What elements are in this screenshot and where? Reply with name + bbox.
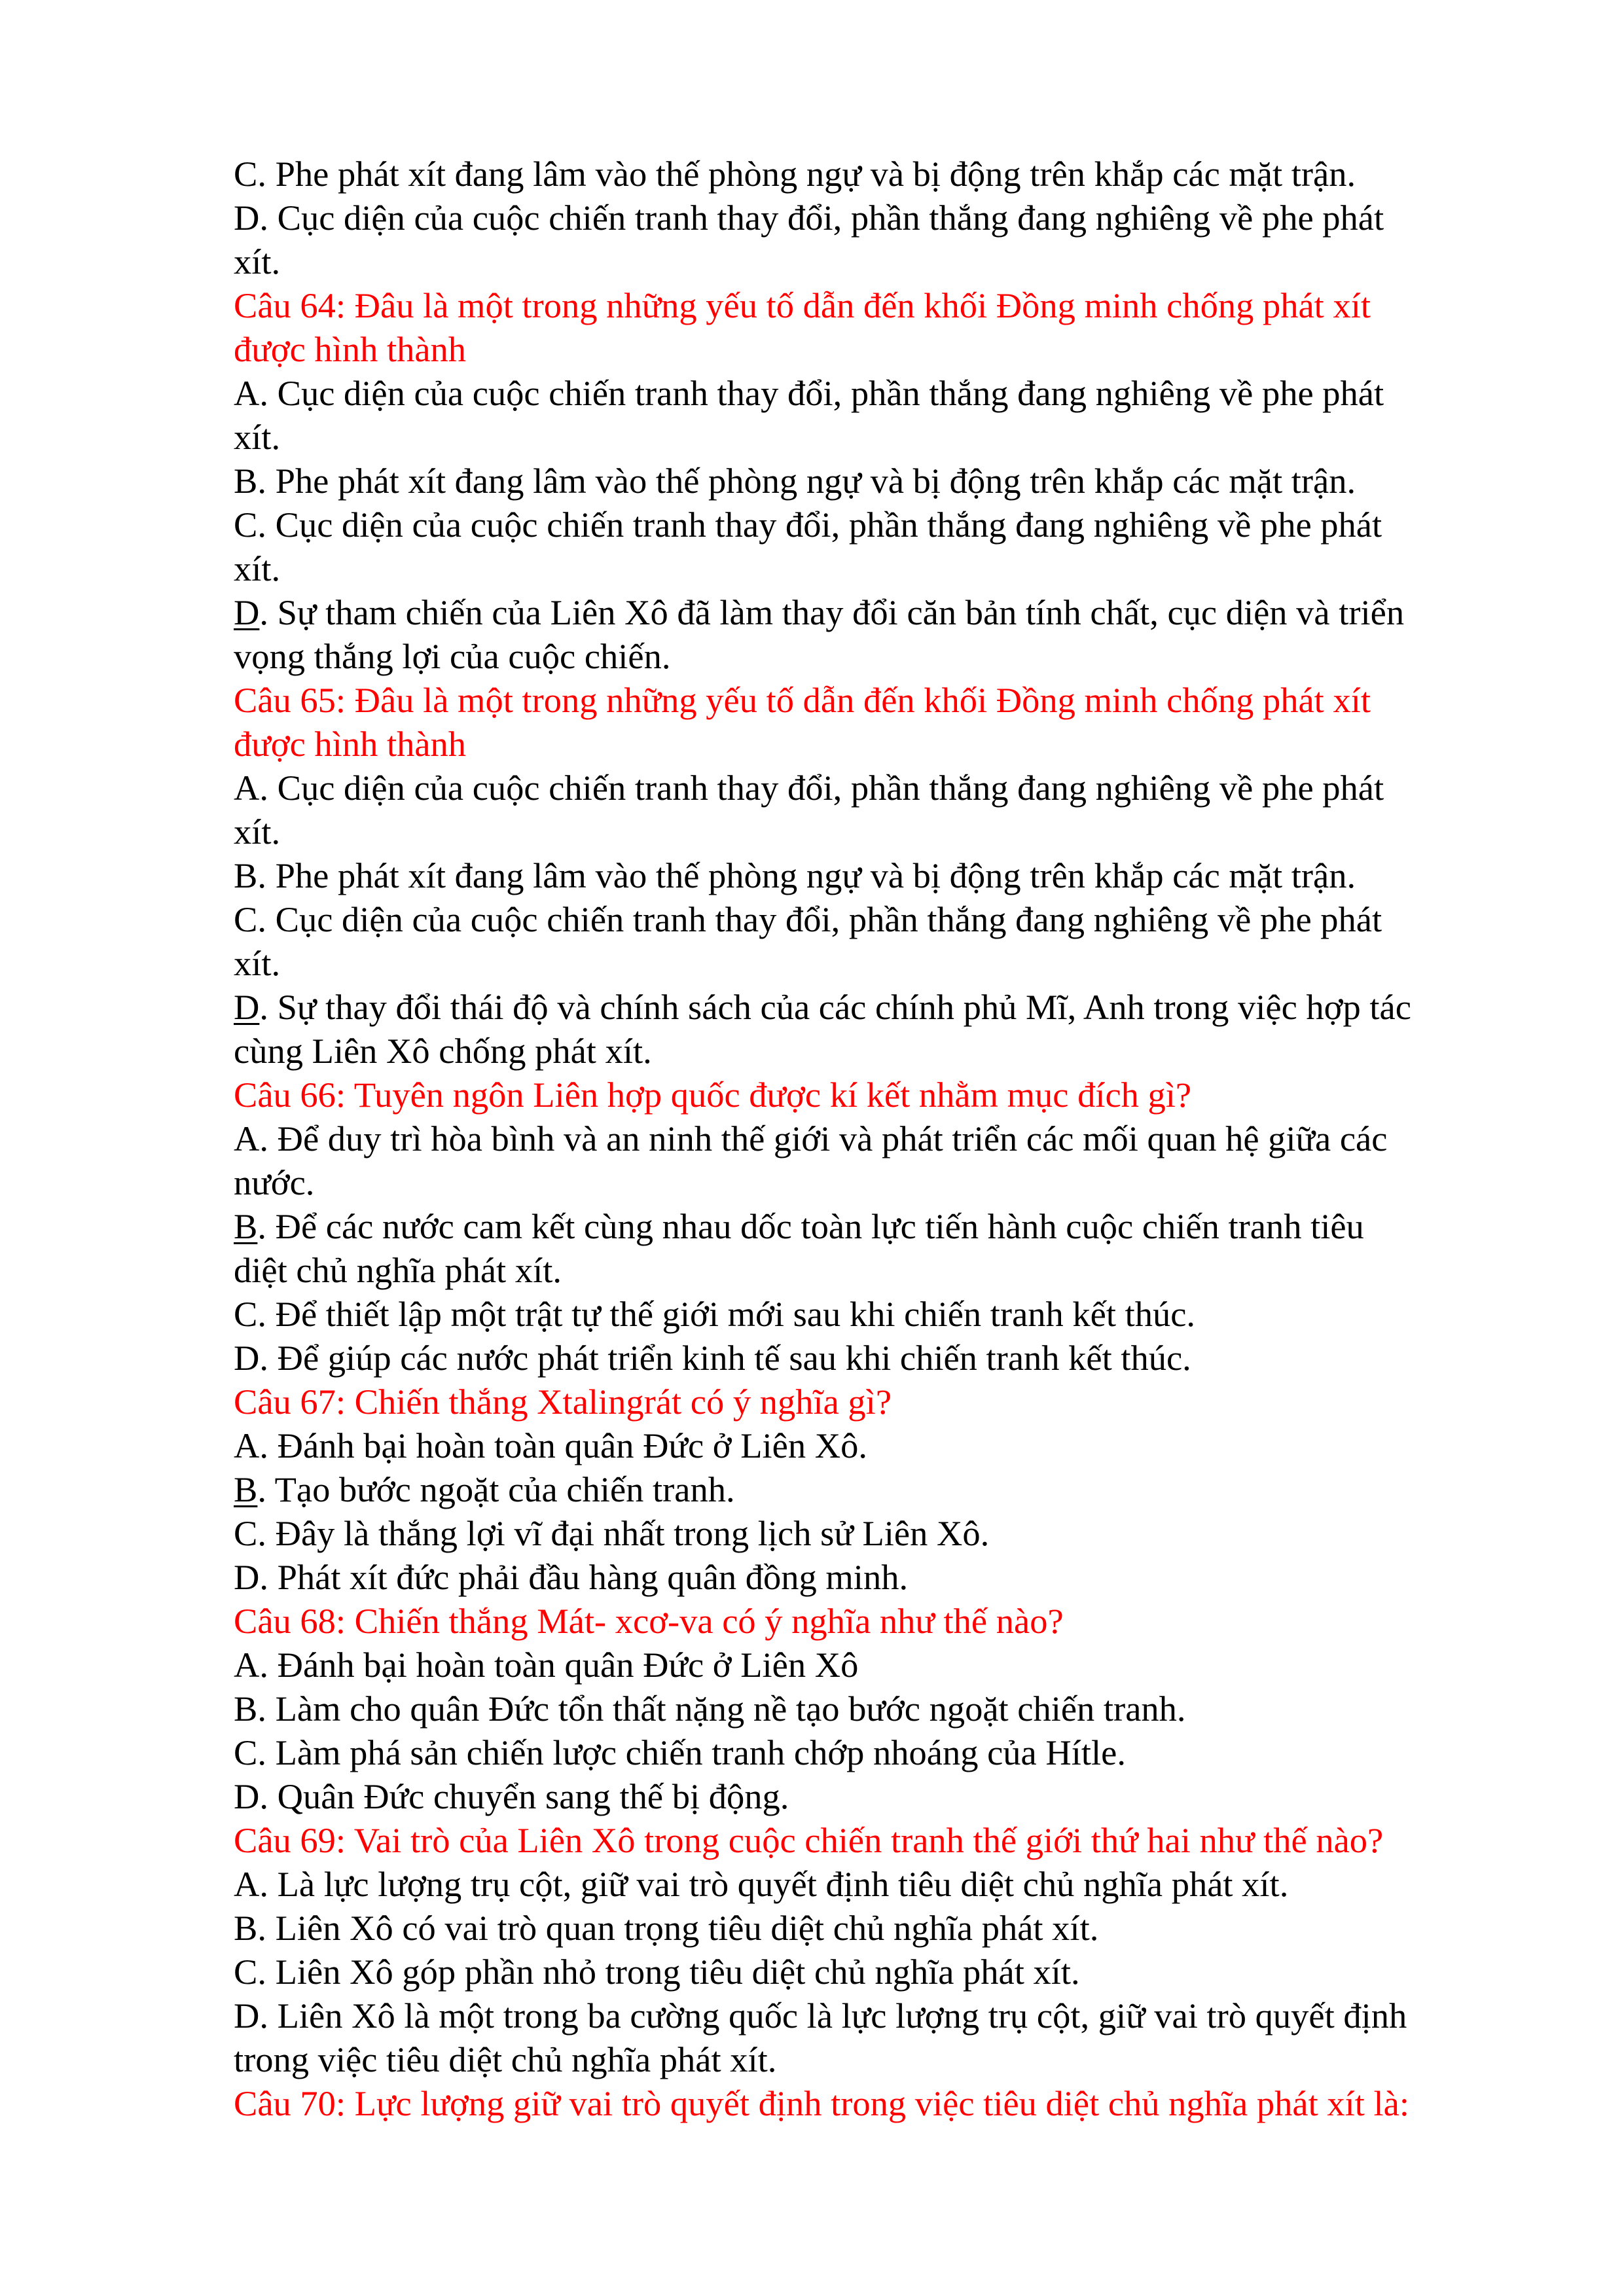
line-text: nước. [234,1162,315,1202]
answer-line [234,810,1517,853]
line-text: C. Để thiết lập một trật tự thế giới mới sau khi chiến tranh kết thúc. [234,1294,1196,1334]
line-text: C. Phe phát xít đang lâm vào thế phòng ngự và bị động trên khắp các mặt trận. [234,154,1356,194]
question-line [234,1599,1517,1643]
answer-line [234,1643,1517,1687]
answer-line [234,634,1517,678]
line-text: A. Để duy trì hòa bình và an ninh thế giới và phát triển các mối quan hệ giữa các [234,1119,1388,1158]
answer-line [234,547,1517,590]
line-text: A. Đánh bại hoàn toàn quân Đức ở Liên Xô. [234,1426,867,1465]
answer-line [234,1424,1517,1467]
question-line [234,327,1517,371]
line-text: cùng Liên Xô chống phát xít. [234,1031,652,1071]
line-text: D. Để giúp các nước phát triển kinh tế sau khi chiến tranh kết thúc. [234,1338,1191,1378]
answer-line [234,1248,1517,1292]
line-text: Câu 64: Đâu là một trong những yếu tố dẫn đến khối Đồng minh chống phát xít [234,285,1371,325]
line-text: A. Cục diện của cuộc chiến tranh thay đổi, phần thắng đang nghiêng về phe phát [234,768,1384,808]
line-text: D. Phát xít đức phải đầu hàng quân đồng minh. [234,1557,909,1597]
answer-line [234,1950,1517,1994]
line-text: Câu 65: Đâu là một trong những yếu tố dẫn đến khối Đồng minh chống phát xít [234,680,1371,720]
line-text: xít. [234,242,281,281]
line-text: Câu 66: Tuyên ngôn Liên hợp quốc được kí kết nhằm mục đích gì? [234,1075,1192,1115]
answer-line [234,1862,1517,1906]
line-text: B. Liên Xô có vai trò quan trọng tiêu diệt chủ nghĩa phát xít. [234,1908,1099,1948]
line-text: . Sự tham chiến của Liên Xô đã làm thay đổi căn bản tính chất, cục diện và triển [259,592,1405,632]
line-text: được hình thành [234,724,467,764]
answer-line [234,1906,1517,1950]
line-text: B. Phe phát xít đang lâm vào thế phòng ngự và bị động trên khắp các mặt trận. [234,855,1356,895]
answer-line [234,1687,1517,1731]
answer-line [234,196,1517,240]
line-text: xít. [234,548,281,588]
answer-line [234,1204,1517,1248]
line-text: A. Cục diện của cuộc chiến tranh thay đổi, phần thắng đang nghiêng về phe phát [234,373,1384,413]
question-line [234,283,1517,327]
answer-line [234,415,1517,459]
answer-line [234,2037,1517,2081]
answer-line [234,1160,1517,1204]
answer-line [234,1336,1517,1380]
line-text: Câu 68: Chiến thắng Mát- xcơ-va có ý nghĩa như thế nào? [234,1601,1064,1641]
question-line [234,722,1517,766]
answer-line [234,590,1517,634]
answer-line [234,1731,1517,1774]
line-text: xít. [234,812,281,852]
line-text: D. Quân Đức chuyển sang thế bị động. [234,1776,789,1816]
line-text: C. Liên Xô góp phần nhỏ trong tiêu diệt chủ nghĩa phát xít. [234,1952,1080,1992]
line-text: D. Liên Xô là một trong ba cường quốc là lực lượng trụ cột, giữ vai trò quyết định [234,1996,1407,2036]
answer-line [234,1511,1517,1555]
line-text: diệt chủ nghĩa phát xít. [234,1250,562,1290]
line-text: C. Làm phá sản chiến lược chiến tranh chớp nhoáng của Hítle. [234,1732,1126,1772]
line-text: trong việc tiêu diệt chủ nghĩa phát xít. [234,2039,777,2079]
answer-line [234,459,1517,503]
question-line [234,1818,1517,1862]
answer-line [234,1774,1517,1818]
answer-line [234,897,1517,941]
question-line [234,1073,1517,1117]
line-text: . Để các nước cam kết cùng nhau dốc toàn lực tiến hành cuộc chiến tranh tiêu [257,1206,1364,1246]
answer-line [234,853,1517,897]
answer-line [234,152,1517,196]
line-text: xít. [234,417,281,457]
line-text: D. Cục diện của cuộc chiến tranh thay đổi, phần thắng đang nghiêng về phe phát [234,198,1384,238]
correct-answer-mark: B [234,1469,258,1509]
question-line [234,1380,1517,1424]
line-text: xít. [234,943,281,983]
line-text: Câu 70: Lực lượng giữ vai trò quyết định trong việc tiêu diệt chủ nghĩa phát xít là: [234,2083,1409,2123]
answer-line [234,371,1517,415]
line-text: . Tạo bước ngoặt của chiến tranh. [257,1469,735,1509]
correct-answer-mark: B [234,1206,258,1246]
line-text: A. Là lực lượng trụ cột, giữ vai trò quyết định tiêu diệt chủ nghĩa phát xít. [234,1864,1289,1904]
line-text: Câu 67: Chiến thắng Xtalingrát có ý nghĩa gì? [234,1382,892,1422]
line-text: được hình thành [234,329,467,369]
line-text: C. Cục diện của cuộc chiến tranh thay đổi, phần thắng đang nghiêng về phe phát [234,899,1382,939]
answer-line [234,985,1517,1029]
document-page [234,152,1517,2125]
correct-answer-mark: D [234,987,260,1027]
line-text: C. Cục diện của cuộc chiến tranh thay đổi, phần thắng đang nghiêng về phe phát [234,505,1382,545]
question-line [234,678,1517,722]
line-text: . Sự thay đổi thái độ và chính sách của các chính phủ Mĩ, Anh trong việc hợp tác [259,987,1411,1027]
answer-line [234,1555,1517,1599]
correct-answer-mark: D [234,592,260,632]
answer-line [234,1292,1517,1336]
answer-line [234,941,1517,985]
answer-line [234,1117,1517,1160]
answer-line [234,240,1517,283]
line-text: A. Đánh bại hoàn toàn quân Đức ở Liên Xô [234,1645,859,1685]
line-text: B. Làm cho quân Đức tổn thất nặng nề tạo bước ngoặt chiến tranh. [234,1689,1186,1729]
question-line [234,2081,1517,2125]
answer-line [234,503,1517,547]
line-text: vọng thắng lợi của cuộc chiến. [234,636,671,676]
line-text: Câu 69: Vai trò của Liên Xô trong cuộc chiến tranh thế giới thứ hai như thế nào? [234,1820,1384,1860]
answer-line [234,1994,1517,2037]
line-text: B. Phe phát xít đang lâm vào thế phòng ngự và bị động trên khắp các mặt trận. [234,461,1356,501]
answer-line [234,1029,1517,1073]
answer-line [234,1467,1517,1511]
answer-line [234,766,1517,810]
line-text: C. Đây là thắng lợi vĩ đại nhất trong lịch sử Liên Xô. [234,1513,990,1553]
